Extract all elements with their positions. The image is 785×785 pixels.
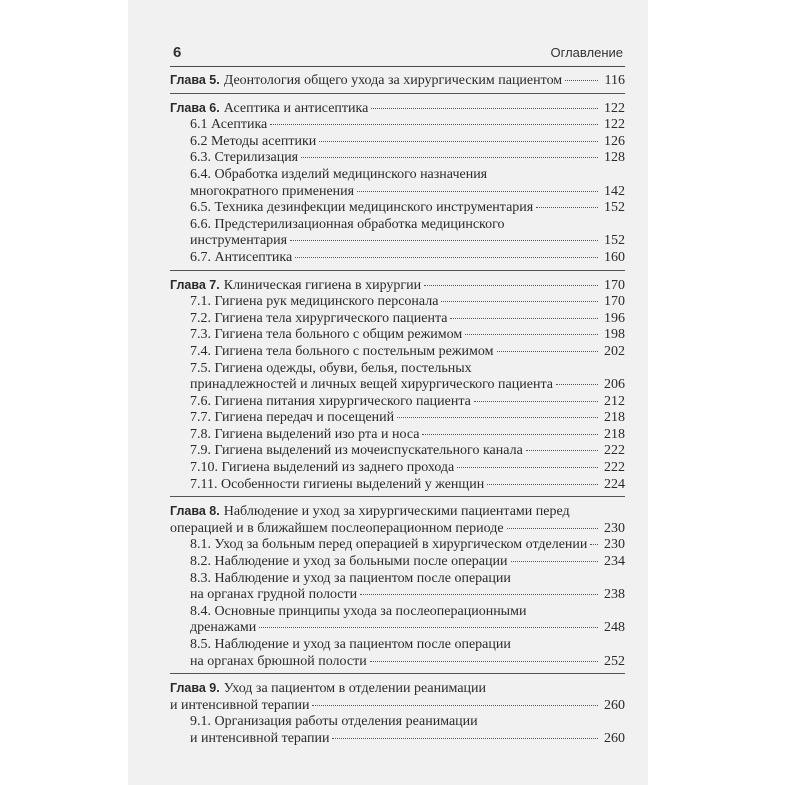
toc-line[interactable]	[170, 250, 625, 267]
toc-page-number: 202	[604, 343, 625, 359]
chapter-block	[170, 94, 625, 271]
chapter-label	[170, 72, 220, 90]
toc-entry-text: дренажами	[190, 620, 257, 636]
toc-line[interactable]	[170, 233, 625, 250]
dot-leader	[497, 351, 599, 352]
dot-leader	[312, 705, 598, 706]
toc-page-number: 116	[604, 73, 625, 88]
toc-line[interactable]	[170, 571, 625, 588]
toc-line[interactable]	[170, 134, 625, 151]
toc-line[interactable]	[170, 477, 625, 494]
toc-line[interactable]	[170, 537, 625, 554]
toc-entry-text: 8.5. Наблюдение и уход за пациентом после операции	[190, 637, 511, 652]
toc-line[interactable]	[170, 377, 625, 394]
toc-line[interactable]	[170, 117, 625, 134]
dot-leader	[332, 738, 598, 739]
chapter-block	[170, 674, 625, 750]
toc-line[interactable]	[170, 167, 625, 184]
chapter-label-text: Глава 5.	[170, 73, 220, 87]
dot-leader	[507, 528, 598, 529]
dot-leader	[450, 318, 598, 319]
dot-leader	[301, 157, 598, 158]
chapter-label-text: Глава 6.	[170, 100, 220, 115]
dot-leader	[565, 80, 598, 81]
toc-line[interactable]	[170, 680, 625, 698]
dot-leader	[422, 434, 598, 435]
toc-entry-text: 7.10. Гигиена выделений из заднего прохода	[190, 460, 455, 476]
dot-leader	[556, 384, 598, 385]
chapter-label-text: Глава 9.	[170, 681, 220, 696]
toc-page-number: 218	[604, 426, 625, 442]
toc-entry-text: Уход за пациентом в отделении реанимации	[223, 681, 487, 697]
toc-entry-text: Клиническая гигиена в хирургии	[223, 277, 422, 293]
toc-entry-text: многократного применения	[190, 183, 355, 199]
dot-leader	[290, 240, 598, 241]
toc-line[interactable]	[170, 327, 625, 344]
chapter-label-text: Глава 7.	[170, 277, 220, 292]
toc-entry-text: на органах грудной полости	[190, 587, 358, 603]
toc-line[interactable]	[170, 443, 625, 460]
toc-entry-text: 6.1 Асептика	[190, 117, 268, 133]
toc-line[interactable]	[170, 184, 625, 201]
toc-page-number: 222	[604, 460, 625, 476]
chapter-label-text: Глава 8.	[170, 504, 220, 519]
toc-entry-text: 7.4. Гигиена тела больного с постельным режимом	[190, 343, 494, 359]
toc-line[interactable]	[170, 521, 625, 538]
toc-entry-text: 8.4. Основные принципы ухода за послеоперационными	[190, 603, 527, 619]
dot-leader	[424, 285, 598, 286]
toc-line[interactable]	[170, 277, 625, 295]
toc-page-number: 260	[604, 697, 625, 713]
toc-page-number: 230	[604, 520, 625, 536]
toc-page-number: 170	[604, 294, 625, 310]
toc-page-number: 234	[604, 554, 625, 570]
toc-line[interactable]	[170, 587, 625, 604]
toc-entry-text: принадлежностей и личных вещей хирургического пациента	[190, 377, 553, 393]
toc-page-number: 252	[604, 653, 625, 669]
dot-leader	[511, 561, 598, 562]
dot-leader	[357, 191, 598, 192]
page-header	[170, 38, 625, 67]
dot-leader	[526, 450, 598, 451]
toc-page-number: 122	[604, 117, 625, 133]
toc-page-number: 222	[604, 443, 625, 459]
chapter-label	[170, 503, 220, 521]
toc-page-number: 218	[604, 410, 625, 426]
toc-entry-text: 6.6. Предстерилизационная обработка медицинского	[190, 216, 505, 232]
toc-line[interactable]	[170, 554, 625, 571]
toc-line[interactable]	[170, 460, 625, 477]
toc-line[interactable]	[170, 72, 625, 90]
dot-leader	[371, 108, 598, 109]
toc-entry-text: 8.1. Уход за больным перед операцией в хирургическом отделении	[190, 537, 587, 553]
toc-entry-text: 6.5. Техника дезинфекции медицинского инструментария	[190, 200, 534, 216]
toc-page-number: 160	[604, 249, 625, 265]
toc-line[interactable]	[170, 150, 625, 167]
toc-line[interactable]	[170, 410, 625, 427]
dot-leader	[487, 484, 598, 485]
toc-entry-text: 8.3. Наблюдение и уход за пациентом после операции	[190, 570, 511, 586]
toc-line[interactable]	[170, 311, 625, 328]
chapter-label	[170, 277, 220, 295]
toc-entry-text: 7.2. Гигиена тела хирургического пациента	[190, 310, 448, 326]
toc-page-number: 212	[604, 393, 625, 409]
toc-entry-text: 6.2 Методы асептики	[190, 133, 317, 149]
chapter-block	[170, 497, 625, 674]
toc-page-number: 198	[604, 327, 625, 343]
toc-entry-text: 6.4. Обработка изделий медицинского назначения	[190, 166, 488, 182]
toc-page-number: 196	[604, 310, 625, 326]
page-number: 6	[173, 44, 182, 61]
chapter-label	[170, 100, 220, 118]
toc-page-number: 122	[604, 100, 625, 116]
toc-line[interactable]	[170, 503, 625, 521]
dot-leader	[397, 417, 598, 418]
toc-line[interactable]	[170, 620, 625, 637]
dot-leader	[441, 301, 598, 302]
toc-line[interactable]	[170, 394, 625, 411]
toc-line[interactable]	[170, 200, 625, 217]
toc-entry-text: 7.5. Гигиена одежды, обуви, белья, постельных	[190, 360, 472, 376]
toc-line[interactable]	[170, 604, 625, 621]
toc-entry-text: Наблюдение и уход за хирургическими пациентами перед	[223, 504, 570, 520]
chapter-block	[170, 66, 625, 94]
chapter-label	[170, 680, 220, 698]
running-title: Оглавление	[550, 45, 623, 60]
toc-entry-text: 7.8. Гигиена выделений изо рта и носа	[190, 426, 420, 442]
toc-page-number: 128	[604, 150, 625, 166]
toc-entry-text: и интенсивной терапии	[190, 730, 330, 746]
toc-entry-text: Асептика и антисептика	[223, 100, 369, 116]
toc-line[interactable]	[170, 654, 625, 671]
dot-leader	[259, 627, 598, 628]
toc-line[interactable]	[170, 361, 625, 378]
toc-line[interactable]	[170, 637, 625, 654]
toc-entry-text: 7.11. Особенности гигиены выделений у женщин	[190, 476, 485, 492]
toc-line[interactable]	[170, 427, 625, 444]
toc-page-number: 248	[604, 620, 625, 636]
toc-entry-text: 9.1. Организация работы отделения реанимации	[190, 714, 478, 730]
toc-entry-text: 7.7. Гигиена передач и посещений	[190, 410, 395, 426]
toc-page-number: 142	[604, 183, 625, 199]
dot-leader	[295, 257, 598, 258]
toc-entry-text: 8.2. Наблюдение и уход за больными после операции	[190, 554, 508, 570]
toc-page-number: 170	[604, 277, 625, 293]
toc-line[interactable]	[170, 714, 625, 731]
table-of-contents	[170, 66, 625, 751]
toc-entry-text: 7.1. Гигиена рук медицинского персонала	[190, 294, 439, 310]
dot-leader	[590, 544, 598, 545]
toc-page-number: 260	[604, 730, 625, 746]
toc-entry-text: операцией и в ближайшем послеоперационном периоде	[170, 520, 504, 536]
toc-line[interactable]	[170, 344, 625, 361]
toc-line[interactable]	[170, 698, 625, 715]
toc-page-number: 224	[604, 476, 625, 492]
toc-entry-text: 7.6. Гигиена питания хирургического пациента	[190, 393, 471, 409]
toc-line[interactable]	[170, 731, 625, 748]
dot-leader	[536, 207, 598, 208]
toc-line[interactable]	[170, 217, 625, 234]
dot-leader	[457, 467, 598, 468]
toc-entry-text: и интенсивной терапии	[170, 697, 310, 713]
dot-leader	[474, 401, 598, 402]
toc-line[interactable]	[170, 100, 625, 118]
dot-leader	[465, 334, 598, 335]
toc-page-number: 152	[604, 200, 625, 216]
toc-entry-text: 6.3. Стерилизация	[190, 150, 299, 166]
toc-entry-text: 6.7. Антисептика	[190, 249, 293, 265]
toc-page-number: 126	[604, 133, 625, 149]
toc-line[interactable]	[170, 294, 625, 311]
toc-page-number: 230	[604, 537, 625, 553]
chapter-block	[170, 271, 625, 498]
toc-entry-text: на органах брюшной полости	[190, 653, 367, 669]
toc-entry-text: инструментария	[190, 233, 288, 249]
dot-leader	[270, 124, 598, 125]
toc-page-number: 238	[604, 587, 625, 603]
dot-leader	[360, 594, 598, 595]
toc-entry-text: Деонтология общего ухода за хирургическим пациентом	[223, 73, 563, 88]
dot-leader	[319, 141, 598, 142]
toc-page-number: 206	[604, 377, 625, 393]
toc-entry-text: 7.3. Гигиена тела больного с общим режимом	[190, 327, 463, 343]
toc-entry-text: 7.9. Гигиена выделений из мочеиспускательного канала	[190, 443, 523, 459]
toc-page-number: 152	[604, 233, 625, 249]
dot-leader	[370, 661, 598, 662]
